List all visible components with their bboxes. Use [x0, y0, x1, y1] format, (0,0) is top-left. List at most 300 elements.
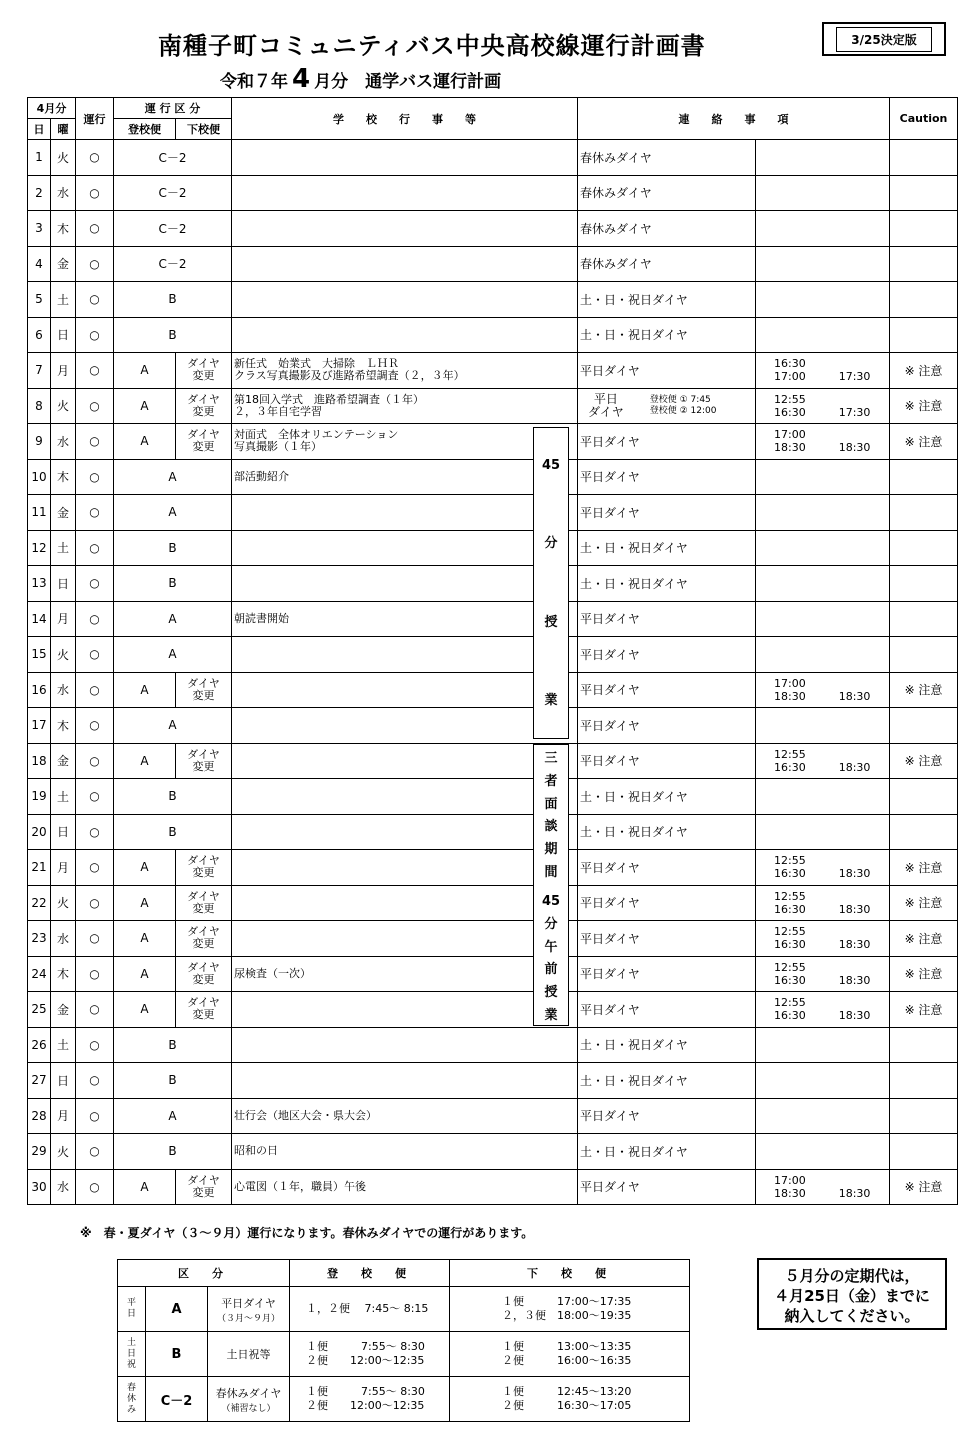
- header-up: 登校便: [114, 119, 176, 140]
- day-cell: 4: [28, 246, 51, 282]
- header-weekday: 曜: [51, 119, 76, 140]
- event-cell: [232, 637, 578, 673]
- run-cell: ○: [76, 1098, 114, 1134]
- type-cell: B: [114, 1063, 232, 1099]
- day-cell: 3: [28, 211, 51, 247]
- day-cell: 8: [28, 388, 51, 424]
- ref-group: 平 日: [126, 1298, 136, 1319]
- day-cell: 14: [28, 601, 51, 637]
- day-cell: 19: [28, 779, 51, 815]
- weekday-cell: 月: [51, 850, 76, 886]
- contact-cell: 平日ダイヤ: [578, 1098, 756, 1134]
- side-box-char: 談: [544, 819, 558, 835]
- diagram-change-cell: [176, 956, 232, 992]
- day-cell: 11: [28, 495, 51, 531]
- run-cell: ○: [76, 992, 114, 1028]
- subtitle-month: 4: [292, 64, 311, 94]
- diagram-change-label: ダイヤ 変更: [187, 996, 220, 1022]
- contact-cell: 平日ダイヤ: [578, 743, 756, 779]
- time-cell: 12:55 16:30 17:30: [756, 388, 890, 424]
- run-cell: ○: [76, 708, 114, 744]
- schedule-row: [28, 921, 958, 957]
- diagram-change-cell: [176, 885, 232, 921]
- side-box-char: 前: [544, 962, 558, 978]
- weekday-cell: 水: [51, 424, 76, 460]
- side-box-char: 者: [544, 773, 558, 789]
- caution-cell: ※ 注意: [890, 850, 958, 886]
- run-cell: ○: [76, 246, 114, 282]
- header-day: 日: [28, 119, 51, 140]
- weekday-cell: 日: [51, 1063, 76, 1099]
- caution-cell: [890, 211, 958, 247]
- version-badge-label: 3/25決定版: [836, 27, 931, 52]
- ref-name-cell: [208, 1332, 290, 1377]
- weekday-cell: 金: [51, 743, 76, 779]
- ref-up-cell: [290, 1377, 450, 1422]
- caution-cell: [890, 175, 958, 211]
- contact-cell: 土・日・祝日ダイヤ: [578, 779, 756, 815]
- type-cell: C－2: [114, 211, 232, 247]
- run-cell: ○: [76, 743, 114, 779]
- time-cell: [756, 211, 890, 247]
- ref-group: 春 休 み: [126, 1382, 136, 1415]
- type-cell: A: [114, 1098, 232, 1134]
- type-cell: A: [114, 992, 176, 1028]
- ref-code: B: [171, 1346, 182, 1362]
- caution-cell: [890, 1098, 958, 1134]
- day-cell: 28: [28, 1098, 51, 1134]
- contact-cell: 土・日・祝日ダイヤ: [578, 1063, 756, 1099]
- side-box-char: 面: [544, 796, 558, 812]
- day-cell: 7: [28, 353, 51, 389]
- run-cell: ○: [76, 637, 114, 673]
- diagram-change-label: ダイヤ 変更: [187, 357, 220, 383]
- event-cell: [232, 1134, 578, 1170]
- side-box-char: 授: [544, 614, 558, 630]
- interview-period-box: [533, 744, 569, 1026]
- time-cell: [756, 1098, 890, 1134]
- event-cell: [232, 424, 578, 460]
- ref-code-cell: [146, 1377, 208, 1422]
- time-cell: [756, 814, 890, 850]
- weekday-cell: 火: [51, 388, 76, 424]
- contact-cell: 平日ダイヤ: [578, 885, 756, 921]
- type-cell: A: [114, 388, 176, 424]
- contact-cell: 平日ダイヤ: [578, 708, 756, 744]
- time-cell: 12:55 16:30 18:30: [756, 956, 890, 992]
- event-cell: [232, 814, 578, 850]
- event-cell: [232, 388, 578, 424]
- type-cell: B: [114, 1027, 232, 1063]
- header-contact: 連 絡 事 項: [578, 98, 890, 140]
- ref-down: １便 12:45～13:20 ２便 16:30～17:05: [502, 1385, 632, 1412]
- run-cell: ○: [76, 140, 114, 176]
- schedule-row: [28, 246, 958, 282]
- diagram-change-label: ダイヤ 変更: [187, 676, 220, 702]
- time-cell: [756, 282, 890, 318]
- schedule-row: [28, 672, 958, 708]
- type-cell: A: [114, 1169, 176, 1205]
- diagram-change-cell: [176, 743, 232, 779]
- day-cell: 10: [28, 459, 51, 495]
- event-cell: [232, 1027, 578, 1063]
- day-cell: 17: [28, 708, 51, 744]
- event-text: 第18回入学式 進路希望調査（１年） ２，３年自宅学習: [234, 392, 424, 418]
- contact-cell: 平日ダイヤ: [578, 956, 756, 992]
- type-cell: A: [114, 672, 176, 708]
- day-cell: 15: [28, 637, 51, 673]
- contact-cell: 平日ダイヤ: [578, 850, 756, 886]
- caution-cell: [890, 530, 958, 566]
- subtitle-post: 月分 通学バス運行計画: [314, 72, 502, 92]
- diagram-change-label: ダイヤ 変更: [187, 428, 220, 454]
- caution-cell: [890, 637, 958, 673]
- weekday-cell: 木: [51, 956, 76, 992]
- type-cell: B: [114, 282, 232, 318]
- weekday-cell: 水: [51, 672, 76, 708]
- event-cell: [232, 175, 578, 211]
- payment-notice-text: ５月分の定期代は， ４月25日（金）までに 納入してください。: [774, 1267, 930, 1325]
- event-cell: [232, 282, 578, 318]
- run-cell: ○: [76, 779, 114, 815]
- type-cell: A: [114, 424, 176, 460]
- day-cell: 30: [28, 1169, 51, 1205]
- event-cell: [232, 495, 578, 531]
- ref-down-cell: [450, 1332, 690, 1377]
- event-cell: [232, 743, 578, 779]
- event-cell: [232, 921, 578, 957]
- time-cell: 17:00 18:30 18:30: [756, 672, 890, 708]
- event-cell: [232, 530, 578, 566]
- weekday-cell: 土: [51, 1027, 76, 1063]
- type-cell: A: [114, 956, 176, 992]
- type-cell: B: [114, 814, 232, 850]
- contact-cell: 土・日・祝日ダイヤ: [578, 1027, 756, 1063]
- type-cell: A: [114, 708, 232, 744]
- ref-row: [118, 1287, 690, 1332]
- weekday-cell: 土: [51, 282, 76, 318]
- schedule-row: [28, 175, 958, 211]
- diagram-change-label: ダイヤ 変更: [187, 854, 220, 880]
- side-box-char: 三: [544, 750, 558, 766]
- run-cell: ○: [76, 1063, 114, 1099]
- caution-cell: ※ 注意: [890, 388, 958, 424]
- type-cell: A: [114, 921, 176, 957]
- run-cell: ○: [76, 175, 114, 211]
- event-cell: [232, 779, 578, 815]
- event-cell: [232, 566, 578, 602]
- contact-cell: 春休みダイヤ: [578, 175, 756, 211]
- time-cell: [756, 1063, 890, 1099]
- header-down: 下校便: [176, 119, 232, 140]
- weekday-cell: 木: [51, 708, 76, 744]
- header-month: 4月分: [28, 98, 76, 119]
- day-cell: 5: [28, 282, 51, 318]
- side-box-char: 45: [541, 893, 561, 909]
- contact-cell: 春休みダイヤ: [578, 246, 756, 282]
- contact-cell: 平日ダイヤ: [578, 637, 756, 673]
- weekday-cell: 水: [51, 921, 76, 957]
- ref-up-cell: [290, 1287, 450, 1332]
- ref-name: 平日ダイヤ: [221, 1296, 276, 1310]
- schedule-row: [28, 1169, 958, 1205]
- schedule-row: [28, 956, 958, 992]
- day-cell: 24: [28, 956, 51, 992]
- day-cell: 26: [28, 1027, 51, 1063]
- caution-cell: [890, 1134, 958, 1170]
- event-text: 壮行会（地区大会・県大会）: [234, 1108, 377, 1122]
- caution-cell: ※ 注意: [890, 885, 958, 921]
- event-text: 朝読書開始: [234, 611, 289, 625]
- diagram-change-label: ダイヤ 変更: [187, 960, 220, 986]
- time-cell: [756, 175, 890, 211]
- run-cell: ○: [76, 850, 114, 886]
- event-cell: [232, 459, 578, 495]
- page-title: 南種子町コミュニティバス中央高校線運行計画書: [158, 32, 706, 60]
- event-cell: [232, 956, 578, 992]
- type-cell: B: [114, 317, 232, 353]
- diagram-note: ※ 春・夏ダイヤ（３～９月）運行になります。春休みダイヤでの運行があります。: [80, 1226, 534, 1240]
- day-cell: 23: [28, 921, 51, 957]
- caution-cell: [890, 814, 958, 850]
- event-text: 尿検査（一次）: [234, 966, 311, 980]
- time-cell: [756, 140, 890, 176]
- version-badge: [822, 22, 946, 56]
- caution-cell: [890, 1027, 958, 1063]
- contact-cell: 平日ダイヤ: [578, 992, 756, 1028]
- event-cell: [232, 601, 578, 637]
- day-cell: 20: [28, 814, 51, 850]
- run-cell: ○: [76, 424, 114, 460]
- schedule-row: [28, 495, 958, 531]
- ref-row: [118, 1332, 690, 1377]
- caution-cell: [890, 282, 958, 318]
- time-cell: [756, 637, 890, 673]
- schedule-row: [28, 566, 958, 602]
- caution-cell: [890, 1063, 958, 1099]
- run-cell: ○: [76, 601, 114, 637]
- time-cell: 17:00 18:30 18:30: [756, 1169, 890, 1205]
- contact-cell: 土・日・祝日ダイヤ: [578, 282, 756, 318]
- caution-cell: [890, 459, 958, 495]
- type-cell: B: [114, 566, 232, 602]
- ref-name: 土日祝等: [226, 1348, 271, 1361]
- side-box-char: 間: [544, 865, 558, 881]
- time-cell: [756, 1134, 890, 1170]
- ref-sub: （補習なし）: [221, 1403, 276, 1414]
- weekday-cell: 火: [51, 885, 76, 921]
- diagram-change-cell: [176, 850, 232, 886]
- caution-cell: [890, 140, 958, 176]
- weekday-cell: 日: [51, 814, 76, 850]
- caution-cell: ※ 注意: [890, 424, 958, 460]
- event-cell: [232, 1098, 578, 1134]
- weekday-cell: 月: [51, 601, 76, 637]
- weekday-cell: 木: [51, 459, 76, 495]
- day-cell: 18: [28, 743, 51, 779]
- weekday-cell: 火: [51, 637, 76, 673]
- subtitle-pre: 令和７年: [220, 72, 288, 92]
- side-box-char: 授: [544, 985, 558, 1001]
- weekday-cell: 火: [51, 140, 76, 176]
- schedule-row: [28, 211, 958, 247]
- time-cell: [756, 779, 890, 815]
- run-cell: ○: [76, 459, 114, 495]
- header-run: 運行: [76, 98, 114, 140]
- ref-up: １，２便 7:45～ 8:15: [306, 1302, 429, 1315]
- caution-cell: ※ 注意: [890, 956, 958, 992]
- time-cell: [756, 708, 890, 744]
- ref-up: １便 7:55～ 8:30 ２便 12:00～12:35: [306, 1340, 425, 1367]
- type-cell: A: [114, 850, 176, 886]
- time-cell: [756, 317, 890, 353]
- run-cell: ○: [76, 1027, 114, 1063]
- contact-cell: 平日ダイヤ: [578, 459, 756, 495]
- ref-code-cell: [146, 1332, 208, 1377]
- caution-cell: ※ 注意: [890, 992, 958, 1028]
- run-cell: ○: [76, 1134, 114, 1170]
- event-text: 昭和の日: [234, 1144, 278, 1158]
- payment-notice: [757, 1258, 947, 1330]
- weekday-cell: 金: [51, 992, 76, 1028]
- schedule-row: [28, 530, 958, 566]
- caution-cell: [890, 495, 958, 531]
- day-cell: 2: [28, 175, 51, 211]
- schedule-row: [28, 637, 958, 673]
- schedule-row: [28, 850, 958, 886]
- schedule-row: [28, 814, 958, 850]
- type-cell: B: [114, 530, 232, 566]
- caution-cell: [890, 566, 958, 602]
- type-cell: A: [114, 885, 176, 921]
- day-cell: 25: [28, 992, 51, 1028]
- run-cell: ○: [76, 530, 114, 566]
- diagram-change-cell: [176, 424, 232, 460]
- contact-cell: 平日ダイヤ: [578, 672, 756, 708]
- caution-cell: ※ 注意: [890, 353, 958, 389]
- type-cell: B: [114, 1134, 232, 1170]
- time-cell: 12:55 16:30 18:30: [756, 743, 890, 779]
- diagram-change-cell: [176, 921, 232, 957]
- day-cell: 6: [28, 317, 51, 353]
- type-cell: A: [114, 601, 232, 637]
- day-cell: 13: [28, 566, 51, 602]
- run-cell: ○: [76, 317, 114, 353]
- contact-cell: 平日ダイヤ: [578, 495, 756, 531]
- time-cell: [756, 246, 890, 282]
- time-cell: [756, 530, 890, 566]
- side-box-char: 業: [544, 693, 558, 709]
- schedule-row: [28, 779, 958, 815]
- weekday-cell: 金: [51, 246, 76, 282]
- contact-cell: 土・日・祝日ダイヤ: [578, 530, 756, 566]
- contact-cell: 土・日・祝日ダイヤ: [578, 1134, 756, 1170]
- ref-group-cell: [118, 1332, 146, 1377]
- caution-cell: ※ 注意: [890, 743, 958, 779]
- ref-group-cell: [118, 1287, 146, 1332]
- run-cell: ○: [76, 495, 114, 531]
- time-cell: 17:00 18:30 18:30: [756, 424, 890, 460]
- schedule-row: [28, 601, 958, 637]
- type-cell: C－2: [114, 175, 232, 211]
- type-cell: A: [114, 353, 176, 389]
- schedule-row: [28, 282, 958, 318]
- contact-cell: 平日ダイヤ: [578, 353, 756, 389]
- contact-cell: 平日ダイヤ: [578, 601, 756, 637]
- ref-code: A: [171, 1301, 182, 1317]
- event-cell: [232, 1169, 578, 1205]
- ref-row: [118, 1377, 690, 1422]
- diagram-change-label: ダイヤ 変更: [187, 747, 220, 773]
- diagram-change-label: ダイヤ 変更: [187, 925, 220, 951]
- diagram-change-label: ダイヤ 変更: [187, 1173, 220, 1199]
- event-text: 新任式 始業式 大掃除 ＬＨＲ クラス写真撮影及び進路希望調査（２，３年）: [234, 357, 465, 383]
- ref-sub: （３月～９月）: [217, 1313, 281, 1324]
- ref-down-cell: [450, 1377, 690, 1422]
- diagram-change-cell: [176, 672, 232, 708]
- type-cell: C－2: [114, 246, 232, 282]
- contact-cell: 土・日・祝日ダイヤ: [578, 317, 756, 353]
- run-cell: ○: [76, 885, 114, 921]
- diagram-change-cell: [176, 992, 232, 1028]
- schedule-row: [28, 1063, 958, 1099]
- day-cell: 27: [28, 1063, 51, 1099]
- time-cell: [756, 566, 890, 602]
- run-cell: ○: [76, 211, 114, 247]
- diagram-change-label: ダイヤ 変更: [187, 392, 220, 418]
- run-cell: ○: [76, 921, 114, 957]
- time-cell: 12:55 16:30 18:30: [756, 885, 890, 921]
- schedule-row: [28, 1098, 958, 1134]
- contact-cell: 春休みダイヤ: [578, 140, 756, 176]
- ref-header-kubun: 区 分: [118, 1260, 290, 1287]
- time-cell: [756, 1027, 890, 1063]
- weekday-cell: 日: [51, 566, 76, 602]
- caution-cell: [890, 601, 958, 637]
- type-cell: B: [114, 779, 232, 815]
- type-cell: A: [114, 459, 232, 495]
- side-box-char: 分: [544, 916, 558, 932]
- day-cell: 16: [28, 672, 51, 708]
- diagram-change-cell: [176, 388, 232, 424]
- ref-header-up: 登 校 便: [290, 1260, 450, 1287]
- side-box-char: 午: [544, 939, 558, 955]
- caution-cell: ※ 注意: [890, 1169, 958, 1205]
- diagram-change-label: ダイヤ 変更: [187, 889, 220, 915]
- schedule-row: [28, 992, 958, 1028]
- weekday-cell: 月: [51, 1098, 76, 1134]
- day-cell: 29: [28, 1134, 51, 1170]
- run-cell: ○: [76, 282, 114, 318]
- weekday-cell: 火: [51, 1134, 76, 1170]
- schedule-row: [28, 885, 958, 921]
- ref-group: 土 日 祝: [126, 1337, 136, 1370]
- run-cell: ○: [76, 388, 114, 424]
- schedule-row: [28, 140, 958, 176]
- header-caution: Caution: [890, 98, 958, 140]
- event-cell: [232, 140, 578, 176]
- caution-cell: ※ 注意: [890, 672, 958, 708]
- page-subtitle: [220, 64, 501, 94]
- contact-cell: 平日ダイヤ: [578, 424, 756, 460]
- time-cell: 12:55 16:30 18:30: [756, 921, 890, 957]
- weekday-cell: 土: [51, 779, 76, 815]
- weekday-cell: 水: [51, 1169, 76, 1205]
- diagram-change-cell: [176, 1169, 232, 1205]
- run-cell: ○: [76, 1169, 114, 1205]
- type-cell: C－2: [114, 140, 232, 176]
- type-cell: A: [114, 743, 176, 779]
